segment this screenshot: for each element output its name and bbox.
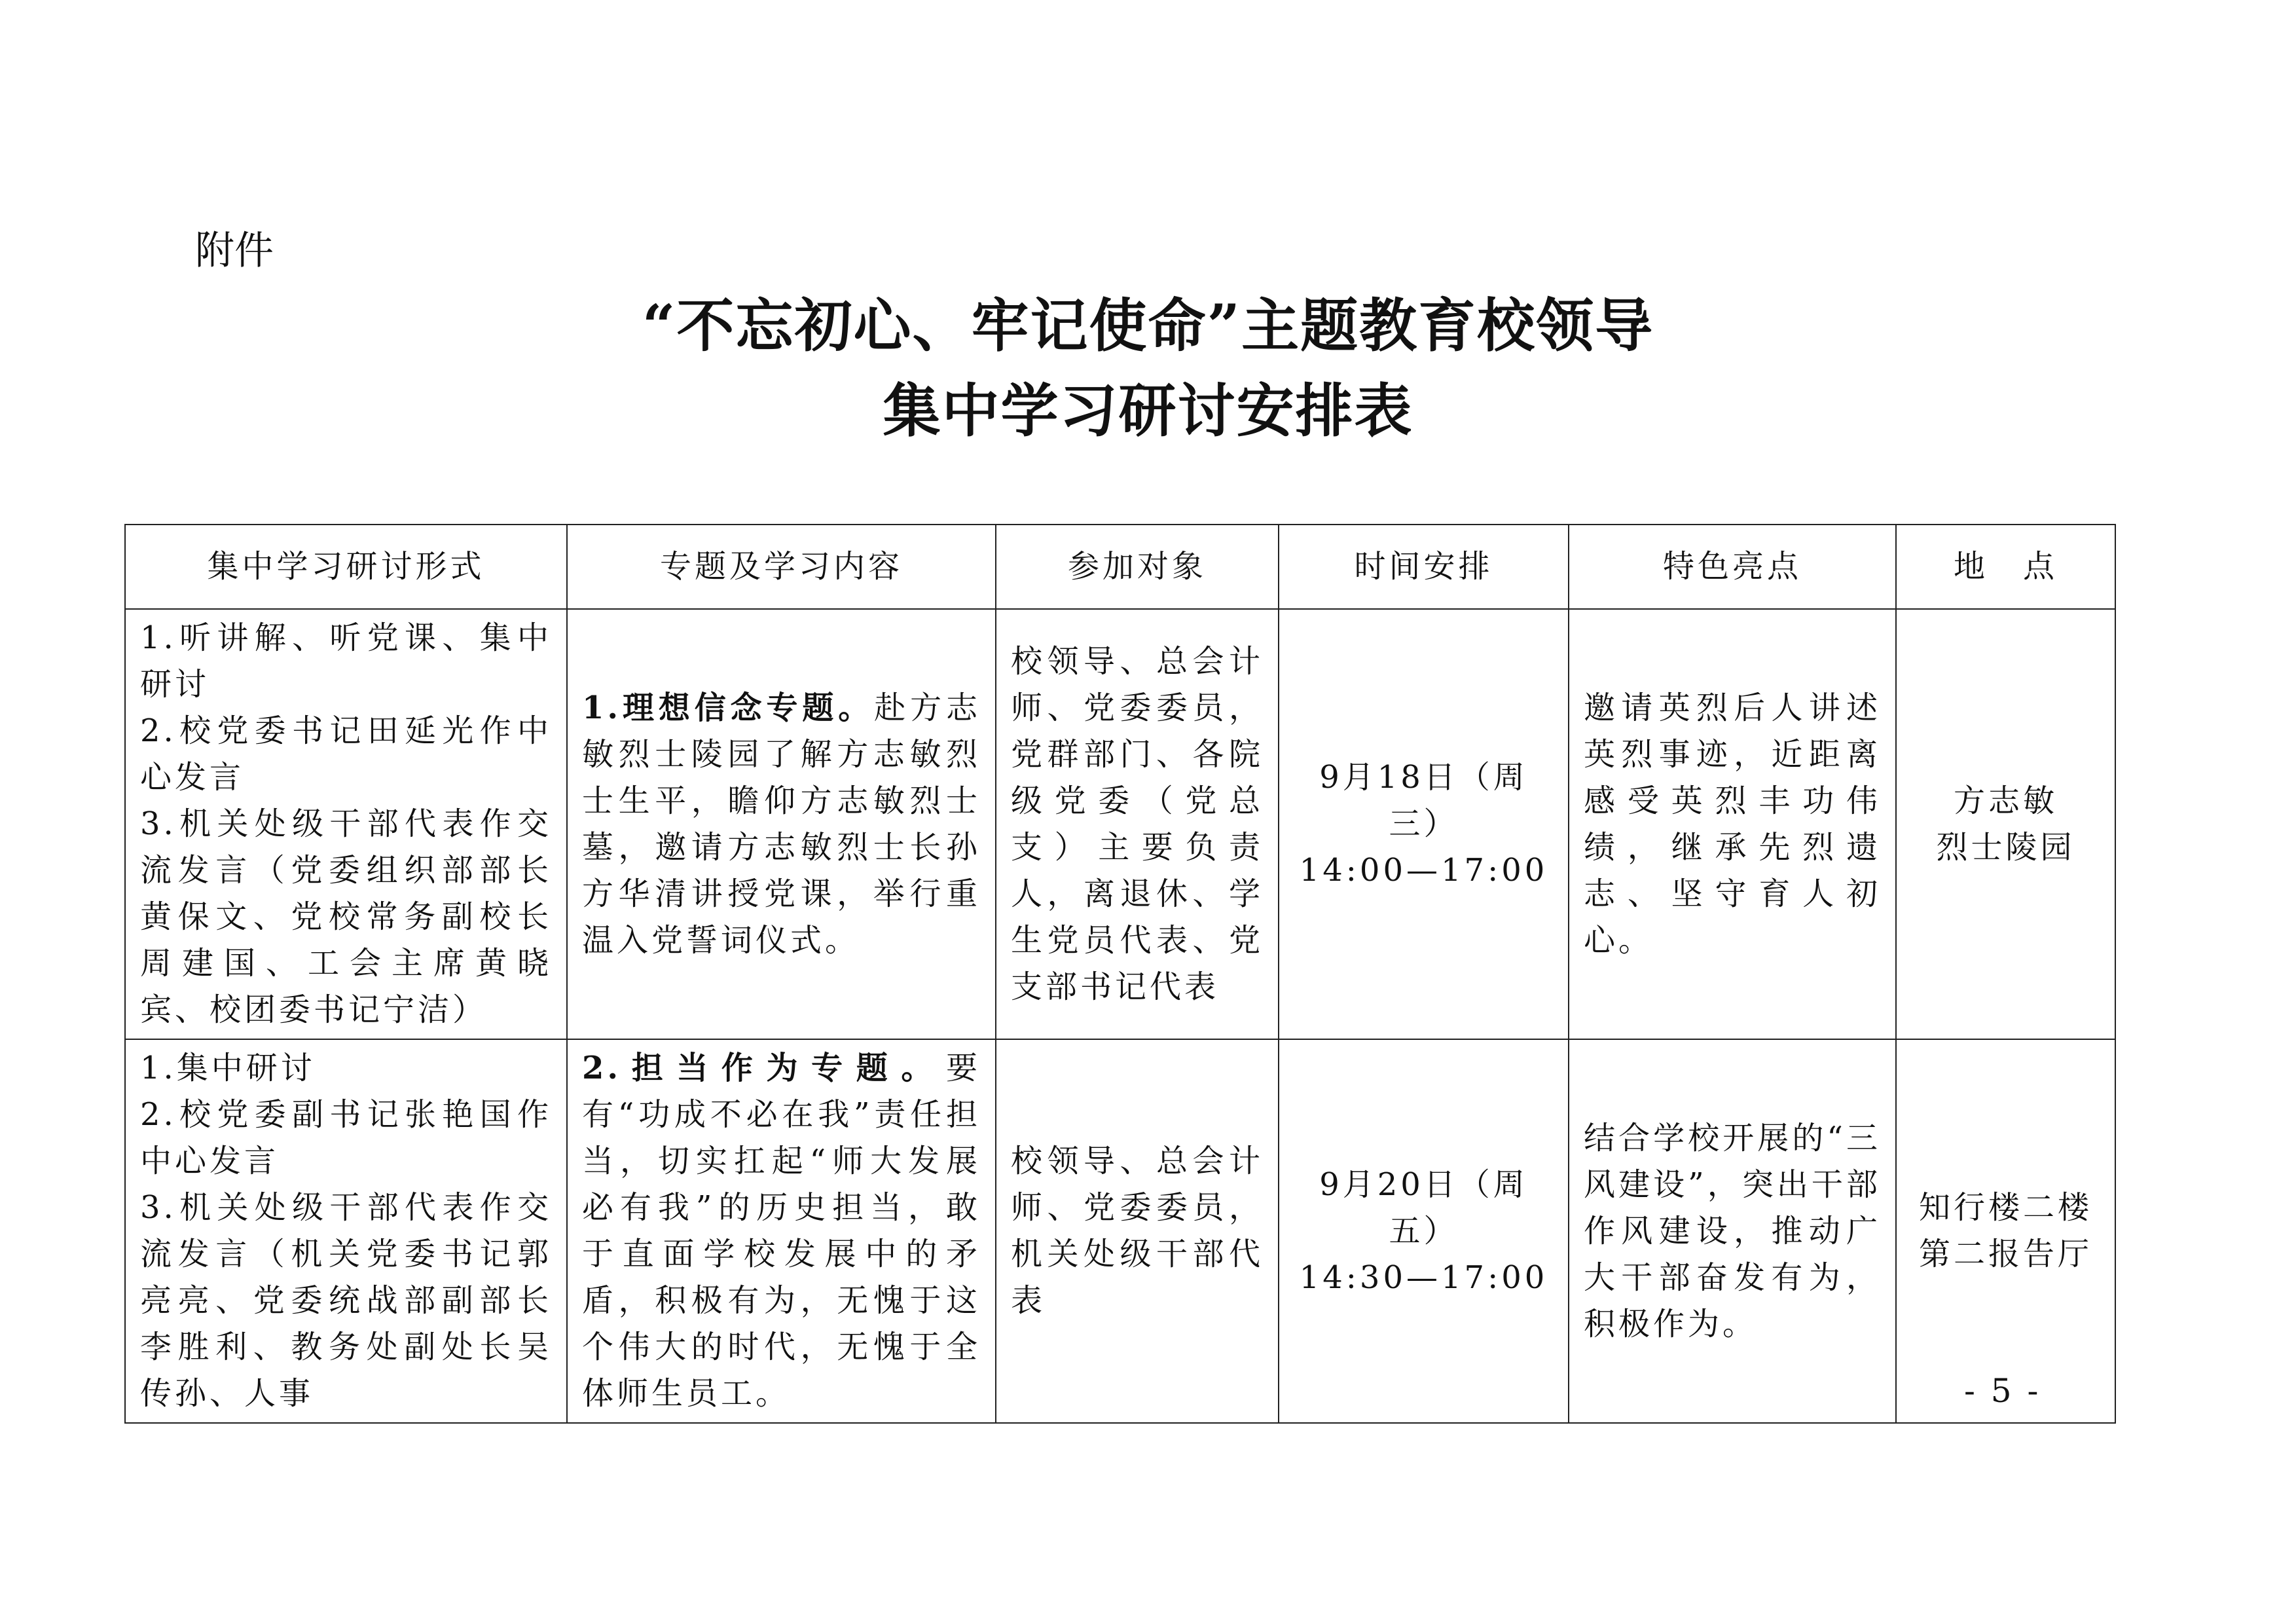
form-item: 1.听讲解、听党课、集中研讨 [140, 619, 552, 703]
table-row [125, 1039, 2115, 1423]
topic-title: 1.理想信念专题。 [582, 689, 875, 726]
column-header-topic: 专题及学习内容 [567, 525, 996, 609]
form-item: 3.机关处级干部代表作交流发言（机关党委书记郭亮亮、党委统战部副部长李胜利、教务处副处长吴传孙、人事 [140, 1189, 552, 1412]
cell-form [125, 1039, 567, 1423]
column-header-participants: 参加对象 [996, 525, 1279, 609]
cell-participants: 校领导、总会计师、党委委员，机关处级干部代表 [996, 1039, 1279, 1423]
cell-highlight: 结合学校开展的“三风建设”，突出干部作风建设，推动广大干部奋发有为，积极作为。 [1569, 1039, 1896, 1423]
schedule-table [124, 524, 2116, 1424]
time-date: 9月18日（周三） [1319, 759, 1528, 842]
attachment-label: 附件 [195, 228, 274, 274]
topic-body: 要有“功成不必在我”责任担当，切实扛起“师大发展必有我”的历史担当，敢于直面学校发展中的矛盾，积极有为，无愧于这个伟大的时代，无愧于全体师生员工。 [582, 1050, 981, 1412]
form-item: 2.校党委副书记张艳国作中心发言 [140, 1096, 552, 1179]
column-header-form: 集中学习研讨形式 [125, 525, 567, 609]
cell-time [1279, 1039, 1569, 1423]
document-title-line2: 集中学习研讨安排表 [883, 377, 1413, 445]
cell-location [1896, 1039, 2115, 1423]
column-header-highlight: 特色亮点 [1569, 525, 1896, 609]
cell-time [1279, 609, 1569, 1039]
column-header-time: 时间安排 [1279, 525, 1569, 609]
cell-highlight: 邀请英烈后人讲述英烈事迹，近距离感受英烈丰功伟绩，继承先烈遗志、坚守育人初心。 [1569, 609, 1896, 1039]
cell-participants: 校领导、总会计师、党委委员，党群部门、各院级党委（党总支）主要负责人，离退休、学生党员代表、党支部书记代表 [996, 609, 1279, 1039]
form-item: 3.机关处级干部代表作交流发言（党委组织部部长黄保文、党校常务副校长周建国、工会主席黄晓宾、校团委书记宁洁） [140, 805, 552, 1028]
time-date: 9月20日（周五） [1319, 1166, 1528, 1249]
cell-topic [567, 609, 996, 1039]
cell-form [125, 609, 567, 1039]
location-line: 方志敏 [1953, 782, 2058, 819]
document-title-line1: “不忘初心、牢记使命”主题教育校领导 [642, 291, 1654, 360]
location-line: 知行楼二楼 [1918, 1189, 2092, 1226]
topic-title: 2.担当作为专题。 [582, 1050, 946, 1086]
form-item: 2.校党委书记田延光作中心发言 [140, 712, 552, 796]
location-line: 烈士陵园 [1936, 828, 2075, 866]
table-header-row [125, 525, 2115, 609]
location-line: 第二报告厅 [1918, 1236, 2092, 1272]
topic-body: 赴方志敏烈士陵园了解方志敏烈士生平，瞻仰方志敏烈士墓，邀请方志敏烈士长孙方华清讲授党课，举行重温入党誓词仪式。 [582, 689, 981, 959]
cell-topic [567, 1039, 996, 1423]
time-range: 14:30—17:00 [1299, 1259, 1548, 1296]
cell-location [1896, 609, 2115, 1039]
column-header-location: 地 点 [1896, 525, 2115, 609]
page-number: - 5 - [1964, 1372, 2041, 1410]
table-row [125, 609, 2115, 1039]
form-item: 1.集中研讨 [140, 1050, 316, 1086]
time-range: 14:00—17:00 [1299, 852, 1548, 889]
